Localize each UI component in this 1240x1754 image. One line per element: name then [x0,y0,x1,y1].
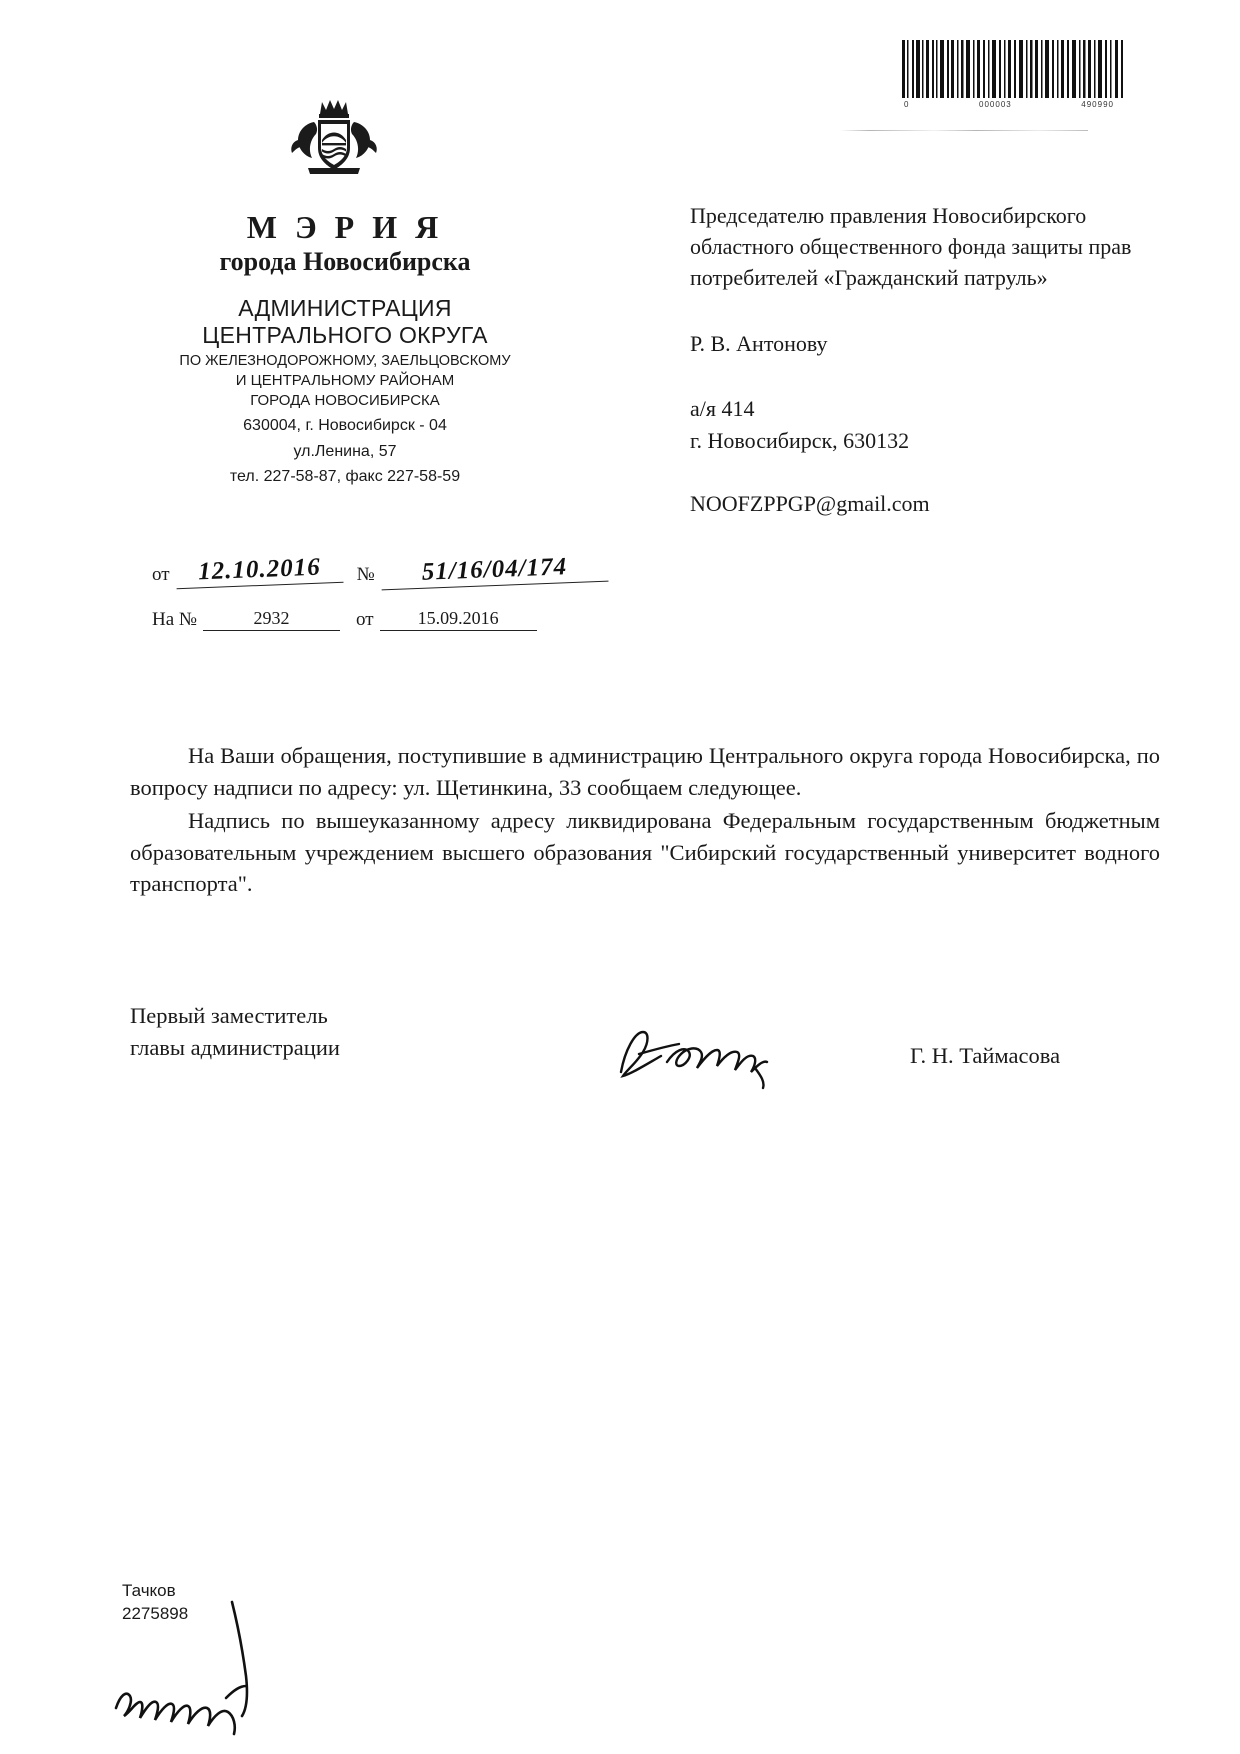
letterhead [120,210,570,488]
addressee-position: Председателю правления Новосибирского областного общественного фонда защиты прав потребителей «Гражданский патруль» [690,203,1132,291]
handwritten-note-signature [110,1590,340,1740]
barcode-digit-center: 000003 [979,100,1012,109]
addressee-email: NOOFZPPGP@gmail.com [690,491,930,517]
barcode-digit-left: 0 [904,100,910,109]
label-number: № [356,564,375,585]
signature-stroke [605,1010,815,1100]
letterhead-districts-line2: И ЦЕНТРАЛЬНОМУ РАЙОНАМ [235,372,455,390]
letterhead-districts-line3: ГОРОДА НОВОСИБИРСКА [250,392,440,410]
note-signature-stroke [110,1590,340,1740]
barcode-image [900,40,1125,98]
value-incoming-number: 2932 [203,608,340,631]
label-reply-from: от [356,609,374,630]
barcode [900,40,1130,109]
executor-name: Тачков [122,1581,176,1600]
letterhead-address-line2: ул.Ленина, 57 [293,442,397,460]
body-paragraph-2: Надпись по вышеуказанному адресу ликвидирована Федеральным государственным бюджетным образовательным учреждением высшего образования "Сибирский государственный университет водного транспорта". [130,808,1160,896]
executor-phone: 2275898 [122,1603,189,1623]
coat-of-arms-image [288,96,380,184]
scan-artifact-line [840,130,1088,131]
letter-body [130,740,1160,900]
signatory-title-line2: главы администрации [130,1034,340,1060]
addressee-city: г. Новосибирск, 630132 [690,427,910,453]
letterhead-address-line1: 630004, г. Новосибирск - 04 [243,416,447,434]
value-incoming-date: 15.09.2016 [380,608,537,631]
handwritten-signature [605,1010,815,1100]
reference-row-incoming [152,608,537,631]
letterhead-address-line3: тел. 227-58-87, факс 227-58-59 [229,468,461,486]
signatory-title [130,1000,340,1064]
reference-row-outgoing [152,553,608,586]
letterhead-city: города Новосибирска [219,247,471,277]
signatory-name: Г. Н. Таймасова [910,1043,1061,1068]
signatory-title-line1: Первый заместитель [130,1003,328,1028]
value-outgoing-number: 51/16/04/174 [380,552,608,591]
label-from: от [152,564,170,585]
barcode-digit-right: 490990 [1081,100,1114,109]
addressee-po-box: а/я 414 [690,395,755,421]
letterhead-admin-line2: ЦЕНТРАЛЬНОГО ОКРУГА [202,322,488,349]
coat-of-arms-icon [288,96,380,184]
label-reply-to: На № [152,609,198,630]
letterhead-admin-line1: АДМИНИСТРАЦИЯ [238,295,452,322]
letterhead-districts-line1: ПО ЖЕЛЕЗНОДОРОЖНОМУ, ЗАЕЛЬЦОВСКОМУ [179,353,511,370]
addressee-block [690,200,1160,519]
barcode-digits [900,98,1118,109]
addressee-name: Р. В. Антонову [690,330,828,356]
value-outgoing-date: 12.10.2016 [175,553,343,589]
body-paragraph-1: На Ваши обращения, поступившие в администрацию Центрального округа города Новосибирска, по вопросу надписи по адресу: ул. Щетинкина, 33 сообщаем следующее. [130,743,1160,800]
letterhead-title: М Э Р И Я [246,209,444,245]
